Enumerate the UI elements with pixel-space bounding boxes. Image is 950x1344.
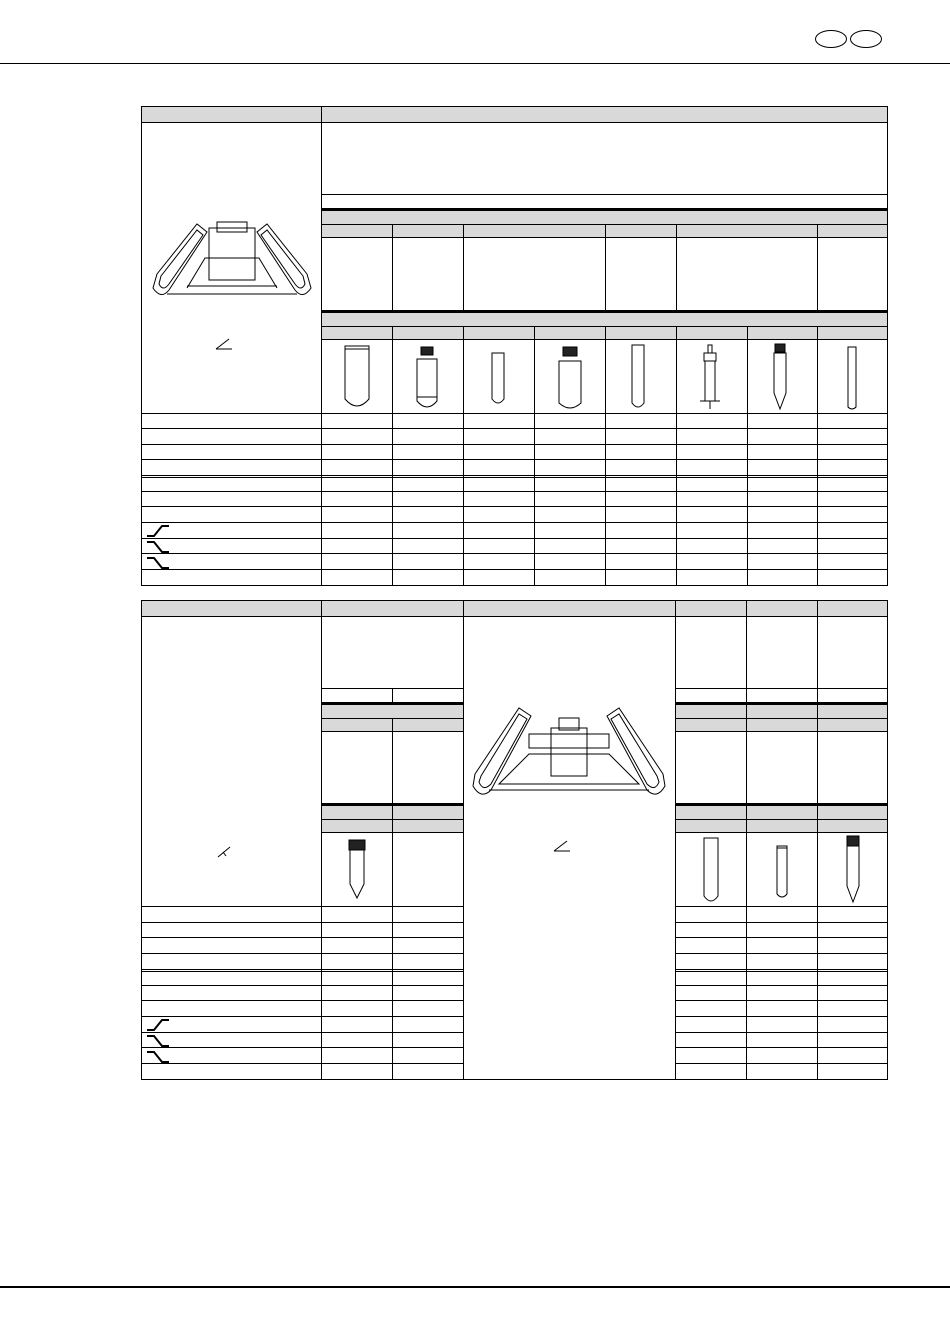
table-row-rule xyxy=(675,1000,888,1001)
adapter-subheader xyxy=(675,819,888,833)
table-row-rule xyxy=(141,971,464,972)
long-round-tube-icon xyxy=(676,834,746,904)
narrow-tube-icon xyxy=(747,834,817,904)
syringe-tube-icon xyxy=(700,345,720,409)
center-rotor-header xyxy=(463,600,676,617)
deceleration-ramp-icon xyxy=(146,540,170,553)
bucket-header xyxy=(321,704,464,719)
rotor-table-top xyxy=(141,106,888,586)
column-divider xyxy=(817,224,818,310)
column-divider xyxy=(817,326,818,586)
table-row-rule xyxy=(141,491,888,492)
header-rule xyxy=(0,63,950,64)
rotor-name-header xyxy=(141,106,322,123)
angle-icon xyxy=(215,338,233,350)
angle-icon xyxy=(217,846,231,858)
table-row-rule xyxy=(141,1032,464,1033)
footer-rule xyxy=(0,1286,950,1288)
table-row-rule xyxy=(141,475,888,476)
table-row-rule xyxy=(141,969,464,970)
row-rule xyxy=(675,688,888,689)
table-row-rule xyxy=(675,971,888,972)
screw-cap-bottle-icon xyxy=(417,347,437,407)
column-divider xyxy=(392,718,393,1080)
table-row-rule xyxy=(141,906,464,907)
table-row-rule xyxy=(141,477,888,478)
screw-cap-vial-icon xyxy=(559,347,581,408)
swing-out-rotor-side-view-icon xyxy=(469,704,669,800)
language-badge-1 xyxy=(815,30,847,48)
adapter-header xyxy=(321,312,888,327)
right-col-header-3 xyxy=(817,600,888,617)
round-bottom-tube-icon xyxy=(345,346,369,406)
table-row-rule xyxy=(675,937,888,938)
table-row-rule xyxy=(675,969,888,970)
column-divider xyxy=(747,326,748,586)
narrow-tube-icon xyxy=(848,347,856,409)
table-row-rule xyxy=(675,1047,888,1048)
table-row-rule xyxy=(675,1063,888,1064)
table-row-rule xyxy=(141,506,888,507)
table-row-rule xyxy=(141,444,888,445)
table-row-rule xyxy=(675,953,888,954)
column-divider xyxy=(605,326,606,586)
rotor-name-header xyxy=(141,600,322,617)
column-divider xyxy=(605,224,606,310)
table-row-rule xyxy=(141,937,464,938)
table-row-rule xyxy=(675,1032,888,1033)
language-badge-2 xyxy=(850,30,882,48)
swing-out-rotor-side-view-icon xyxy=(147,218,317,302)
column-divider xyxy=(534,326,535,586)
bucket-header xyxy=(675,704,888,719)
table-row-rule xyxy=(675,922,888,923)
right-col-header-1 xyxy=(675,600,747,617)
column-divider xyxy=(463,326,464,586)
table-row-rule xyxy=(675,906,888,907)
rotor-table-bottom xyxy=(141,600,888,1080)
table-row-rule xyxy=(141,538,888,539)
table-row-rule xyxy=(141,413,888,414)
acceleration-ramp-icon xyxy=(146,524,170,537)
table-row-rule xyxy=(141,1063,464,1064)
rotor-description-header xyxy=(321,106,888,123)
screw-cap-conical-tube-icon xyxy=(322,834,392,904)
right-col-header-2 xyxy=(746,600,818,617)
table-row-rule xyxy=(141,428,888,429)
bucket-header xyxy=(321,210,888,225)
column-divider xyxy=(463,600,464,1080)
adapter-header xyxy=(675,805,888,820)
acceleration-ramp-icon xyxy=(146,1018,170,1031)
screw-cap-conical-tube-icon xyxy=(818,834,888,904)
deceleration-ramp-icon xyxy=(146,1034,170,1047)
long-round-tube-icon xyxy=(632,345,644,407)
bucket-subheader xyxy=(675,718,888,732)
table-row-rule xyxy=(141,1000,464,1001)
column-divider xyxy=(676,326,677,586)
table-row-rule xyxy=(141,1016,464,1017)
table-row-rule xyxy=(141,569,888,570)
small-round-tube-icon xyxy=(492,353,504,403)
braking-ramp-icon xyxy=(146,556,170,569)
column-divider xyxy=(392,224,393,310)
left-bucket-header xyxy=(321,600,464,617)
table-row-rule xyxy=(141,1047,464,1048)
table-row-rule xyxy=(675,1016,888,1017)
angle-icon xyxy=(553,840,571,852)
column-divider xyxy=(463,224,464,310)
screw-cap-conical-tube-icon xyxy=(774,344,786,409)
braking-ramp-icon xyxy=(146,1050,170,1063)
table-row-rule xyxy=(675,985,888,986)
table-row-rule xyxy=(141,459,888,460)
table-row-rule xyxy=(141,522,888,523)
table-row-rule xyxy=(141,922,464,923)
table-row-rule xyxy=(141,985,464,986)
table-row-rule xyxy=(141,953,464,954)
table-row-rule xyxy=(141,553,888,554)
column-divider xyxy=(392,688,393,703)
column-divider xyxy=(392,326,393,586)
description-rule xyxy=(321,194,888,195)
column-divider xyxy=(676,224,677,310)
